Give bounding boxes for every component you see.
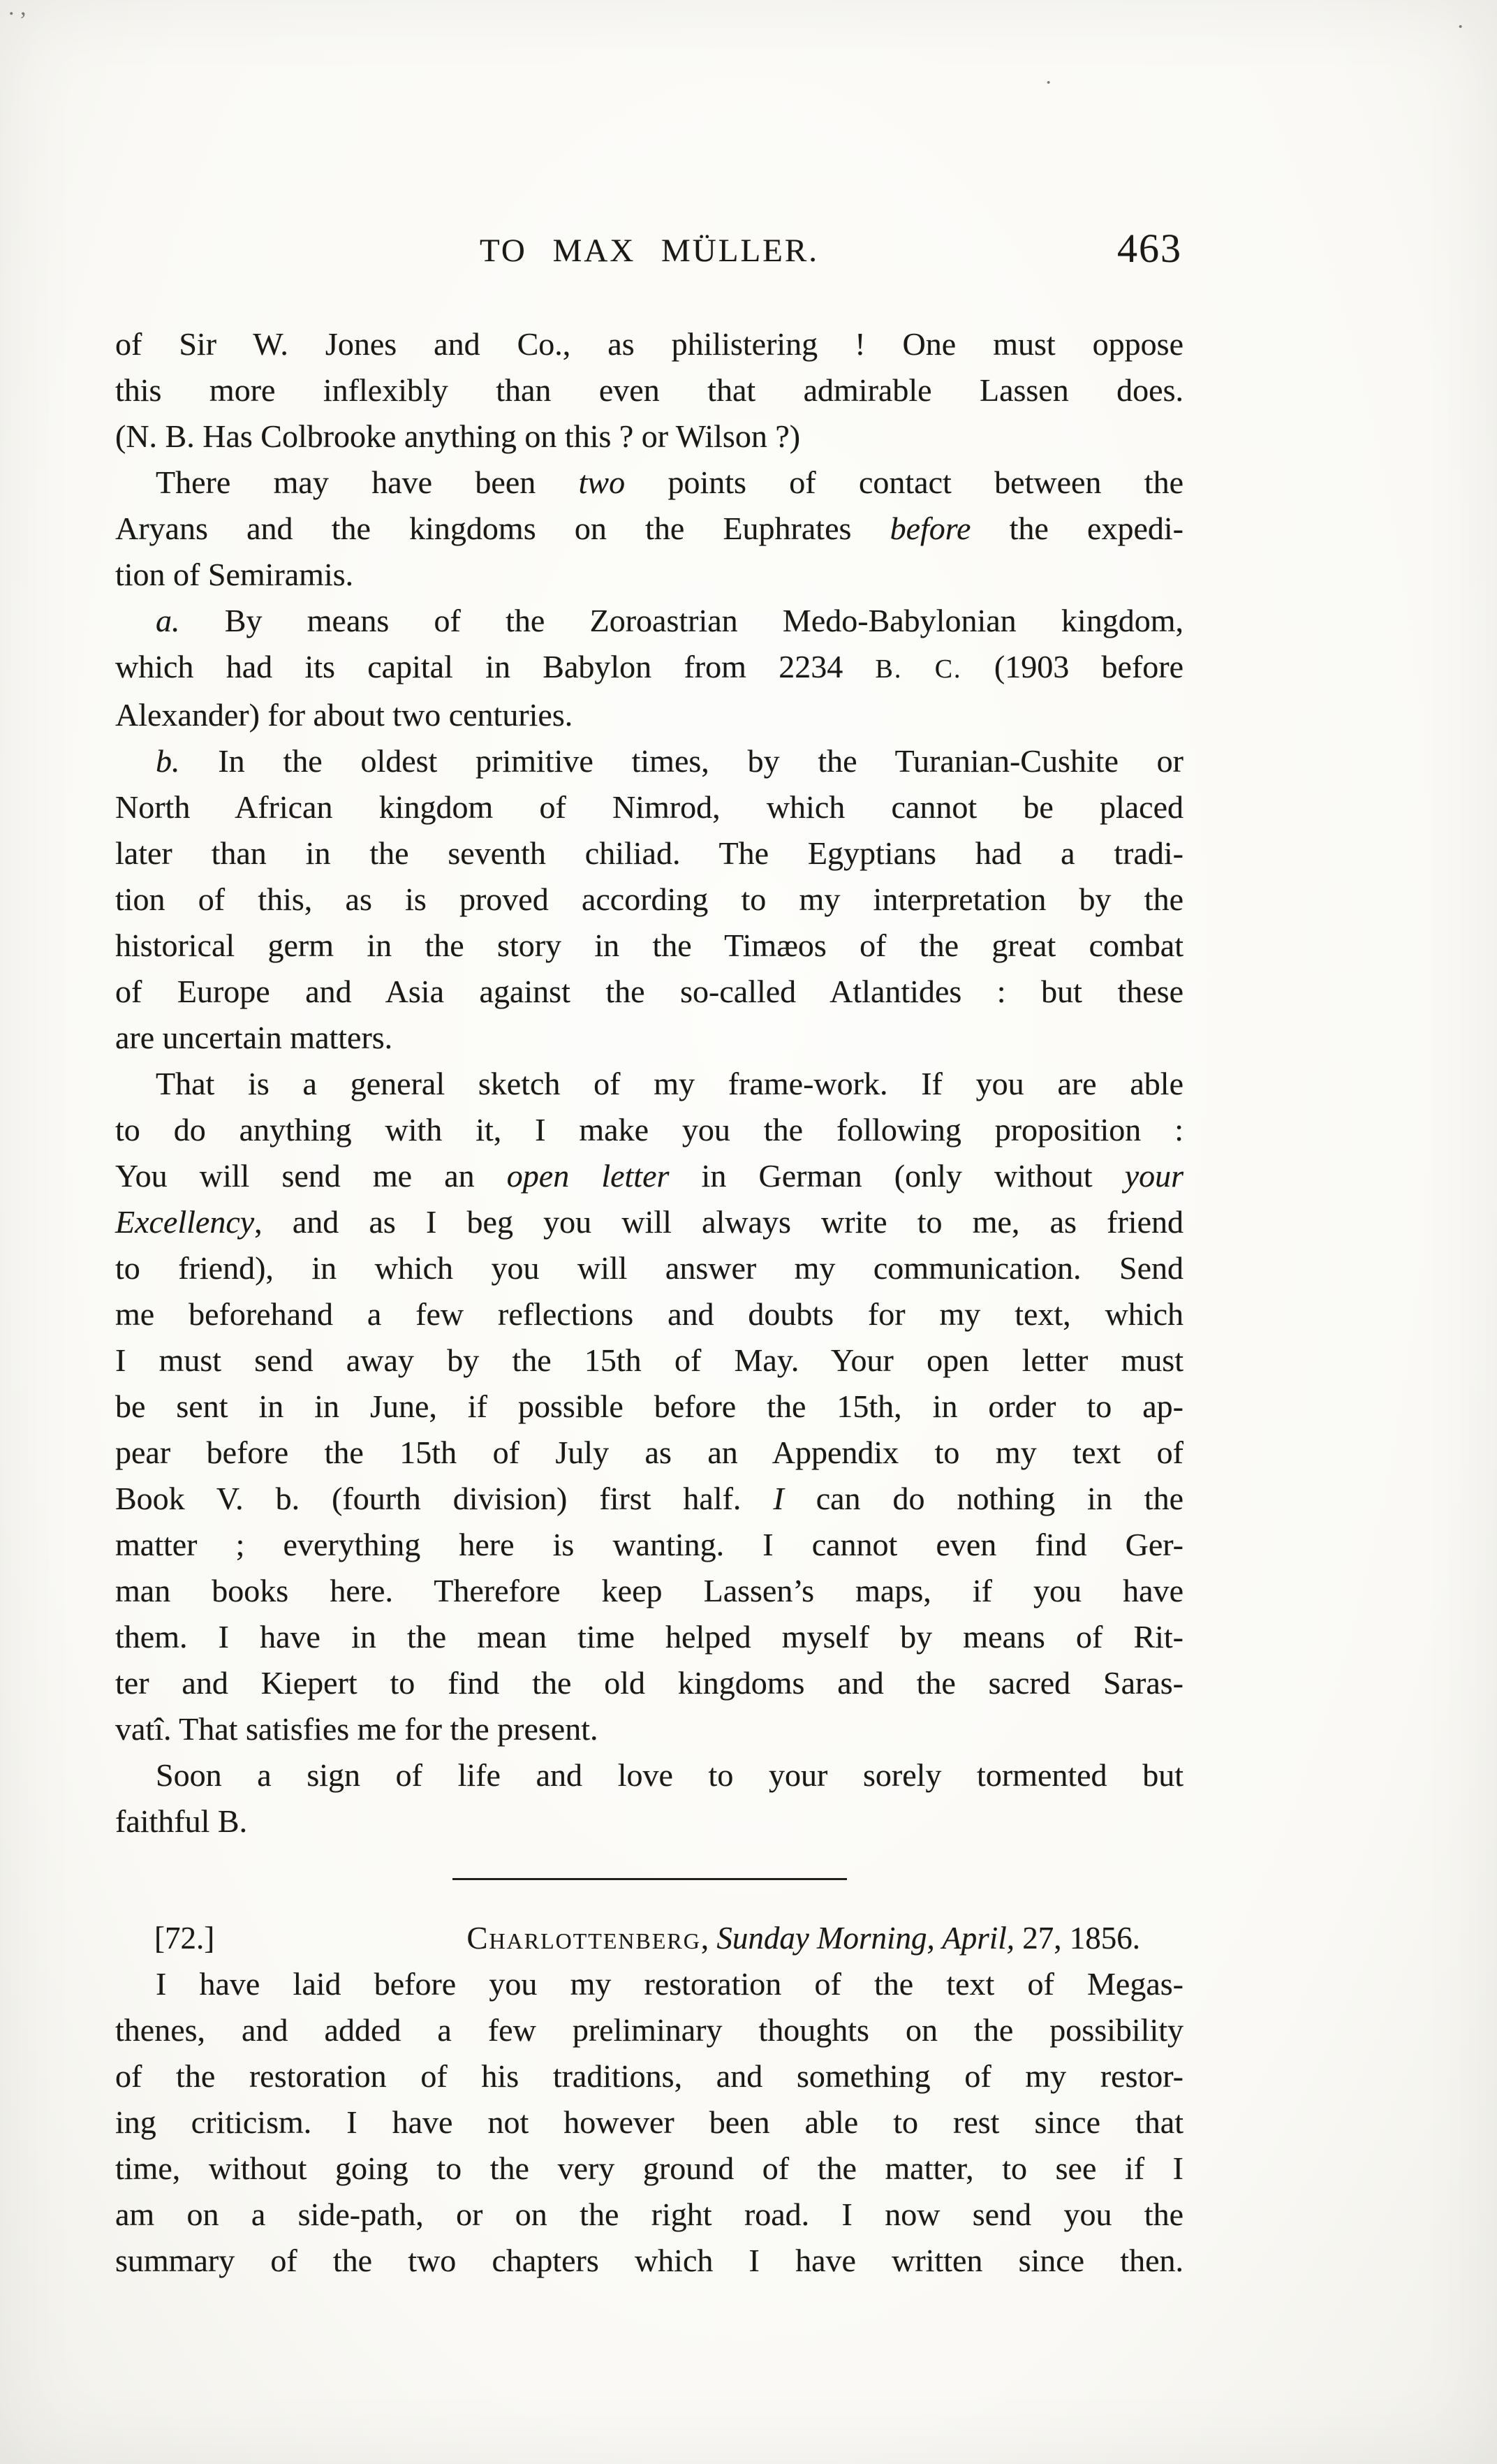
text-line <box>115 1337 1183 1384</box>
text-run: In the oldest primitive times, by the Turanian-Cushite or <box>179 743 1183 779</box>
text-run: That is a general sketch of my frame-work. If you are able <box>156 1066 1183 1101</box>
text-line <box>115 598 1183 644</box>
text-run: vatî. That satisfies me for the present. <box>115 1711 598 1747</box>
page-body <box>115 321 1183 2284</box>
text-line <box>115 1614 1183 1660</box>
italic-text-run: I <box>773 1481 784 1516</box>
smallcaps-text-run: B. C. <box>875 654 962 684</box>
text-run: am on a side-path, or on the right road. I now send you the <box>115 2197 1183 2232</box>
page-number: 463 <box>1117 226 1182 271</box>
text-line <box>115 877 1183 923</box>
text-run: pear before the 15th of July as an Appendix to my text of <box>115 1435 1183 1470</box>
text-run: me beforehand a few reflections and doubts for my text, which <box>115 1296 1183 1332</box>
text-run: tion of this, as is proved according to my interpretation by the <box>115 881 1183 917</box>
text-run: be sent in in June, if possible before the 15th, in order to ap- <box>115 1388 1183 1424</box>
italic-text-run: before <box>890 511 971 546</box>
text-run: North African kingdom of Nimrod, which cannot be placed <box>115 789 1183 825</box>
text-line <box>115 552 1183 598</box>
section-divider-rule <box>452 1878 847 1880</box>
text-run: them. I have in the mean time helped myself by means of Rit- <box>115 1619 1183 1655</box>
text-line <box>115 1199 1183 1245</box>
text-run: in German (only without <box>669 1158 1125 1194</box>
scan-speck: . , <box>8 0 27 20</box>
text-run: Alexander) for about two centuries. <box>115 697 573 733</box>
text-run: later than in the seventh chiliad. The Egyptians had a tradi- <box>115 835 1183 871</box>
text-line <box>115 2099 1183 2146</box>
text-run: , <box>700 1921 717 1956</box>
page-header <box>115 226 1183 281</box>
letter-dateline <box>115 1915 1183 1961</box>
text-run: summary of the two chapters which I have written since then. <box>115 2243 1183 2278</box>
text-line <box>115 1798 1183 1845</box>
text-run: ing criticism. I have not however been able to rest since that <box>115 2104 1183 2140</box>
running-title: TO MAX MÜLLER. <box>480 233 819 269</box>
text-line <box>115 460 1183 506</box>
text-run: time, without going to the very ground of the matter, to see if I <box>115 2150 1183 2186</box>
italic-text-run: two <box>578 464 626 500</box>
text-line <box>115 1153 1183 1199</box>
text-line <box>115 923 1183 969</box>
text-run: are uncertain matters. <box>115 1020 393 1055</box>
scan-speck: · <box>1045 70 1053 96</box>
text-run: , and as I beg you will always write to me, as friend <box>254 1204 1183 1240</box>
italic-text-run: a. <box>156 603 180 638</box>
text-line <box>115 1752 1183 1798</box>
text-line <box>115 644 1183 692</box>
text-run: to do anything with it, I make you the following proposition : <box>115 1112 1183 1147</box>
text-line <box>115 2053 1183 2099</box>
text-run: (N. B. Has Colbrooke anything on this ? or Wilson ?) <box>115 418 801 454</box>
text-run: can do nothing in the <box>783 1481 1183 1516</box>
text-run: By means of the Zoroastrian Medo-Babylonian kingdom, <box>179 603 1183 638</box>
text-line <box>115 367 1183 413</box>
text-run: There may have been <box>156 464 579 500</box>
text-run: thenes, and added a few preliminary thoughts on the possibility <box>115 2012 1183 2048</box>
text-line <box>115 1568 1183 1614</box>
text-line <box>115 692 1183 738</box>
text-run: I have laid before you my restoration of the text of Megas- <box>156 1966 1183 2002</box>
text-run: man books here. Therefore keep Lassen’s maps, if you have <box>115 1573 1183 1608</box>
text-run: You will send me an <box>115 1158 507 1194</box>
text-run: this more inflexibly than even that admirable Lassen does. <box>115 372 1183 408</box>
text-run: tion of Semiramis. <box>115 557 354 592</box>
text-run: Book V. b. (fourth division) first half. <box>115 1481 774 1516</box>
text-line <box>115 2238 1183 2284</box>
text-run: I must send away by the 15th of May. Your open letter must <box>115 1342 1183 1378</box>
text-line <box>115 1015 1183 1061</box>
text-line <box>115 2192 1183 2238</box>
text-run: which had its capital in Babylon from 2234 <box>115 649 876 684</box>
text-line <box>115 321 1183 367</box>
text-line <box>115 738 1183 784</box>
italic-text-run: Excellency <box>115 1204 255 1240</box>
text-line <box>115 1476 1183 1522</box>
text-run: faithful B. <box>115 1803 248 1839</box>
italic-text-run: b. <box>156 743 180 779</box>
text-column <box>115 226 1184 2284</box>
text-run: ter and Kiepert to find the old kingdoms and the sacred Saras- <box>115 1665 1183 1701</box>
italic-text-run: your <box>1124 1158 1184 1194</box>
text-line <box>115 1430 1183 1476</box>
text-line <box>115 413 1183 460</box>
text-run: (1903 before <box>961 649 1183 684</box>
text-line <box>115 506 1183 552</box>
text-run: Aryans and the kingdoms on the Euphrates <box>115 511 890 546</box>
text-line <box>115 1522 1183 1568</box>
text-line <box>115 2007 1183 2053</box>
text-line <box>115 2146 1183 2192</box>
text-line <box>115 1706 1183 1752</box>
smallcaps-text-run: Charlottenberg <box>466 1921 701 1956</box>
text-run: points of contact between the <box>625 464 1183 500</box>
text-line <box>115 1107 1183 1153</box>
text-line <box>115 1660 1183 1706</box>
text-line <box>115 784 1183 830</box>
scan-speck: · <box>1457 14 1465 40</box>
text-line <box>115 830 1183 877</box>
text-run: of the restoration of his traditions, and something of my restor- <box>115 2058 1183 2094</box>
text-line <box>115 1384 1183 1430</box>
text-run: matter ; everything here is wanting. I cannot even find Ger- <box>115 1527 1183 1562</box>
text-line <box>115 1961 1183 2007</box>
letter-number: [72.] <box>154 1921 215 1956</box>
text-run: Soon a sign of life and love to your sorely tormented but <box>156 1757 1183 1793</box>
text-run: historical germ in the story in the Timæos of the great combat <box>115 927 1183 963</box>
text-run: to friend), in which you will answer my communication. Send <box>115 1250 1183 1286</box>
text-run: the expedi- <box>971 511 1183 546</box>
letter-place-date <box>467 1915 1141 1961</box>
text-line <box>115 1061 1183 1107</box>
text-line <box>115 969 1183 1015</box>
italic-text-run: open letter <box>506 1158 670 1194</box>
text-run: of Europe and Asia against the so-called Atlantides : but these <box>115 974 1183 1009</box>
italic-text-run: Sunday Morning, April, <box>716 1921 1015 1956</box>
text-run: of Sir W. Jones and Co., as philistering ! One must oppose <box>115 326 1183 362</box>
text-line <box>115 1245 1183 1291</box>
text-run: 27, 1856. <box>1015 1921 1140 1956</box>
text-line <box>115 1291 1183 1337</box>
